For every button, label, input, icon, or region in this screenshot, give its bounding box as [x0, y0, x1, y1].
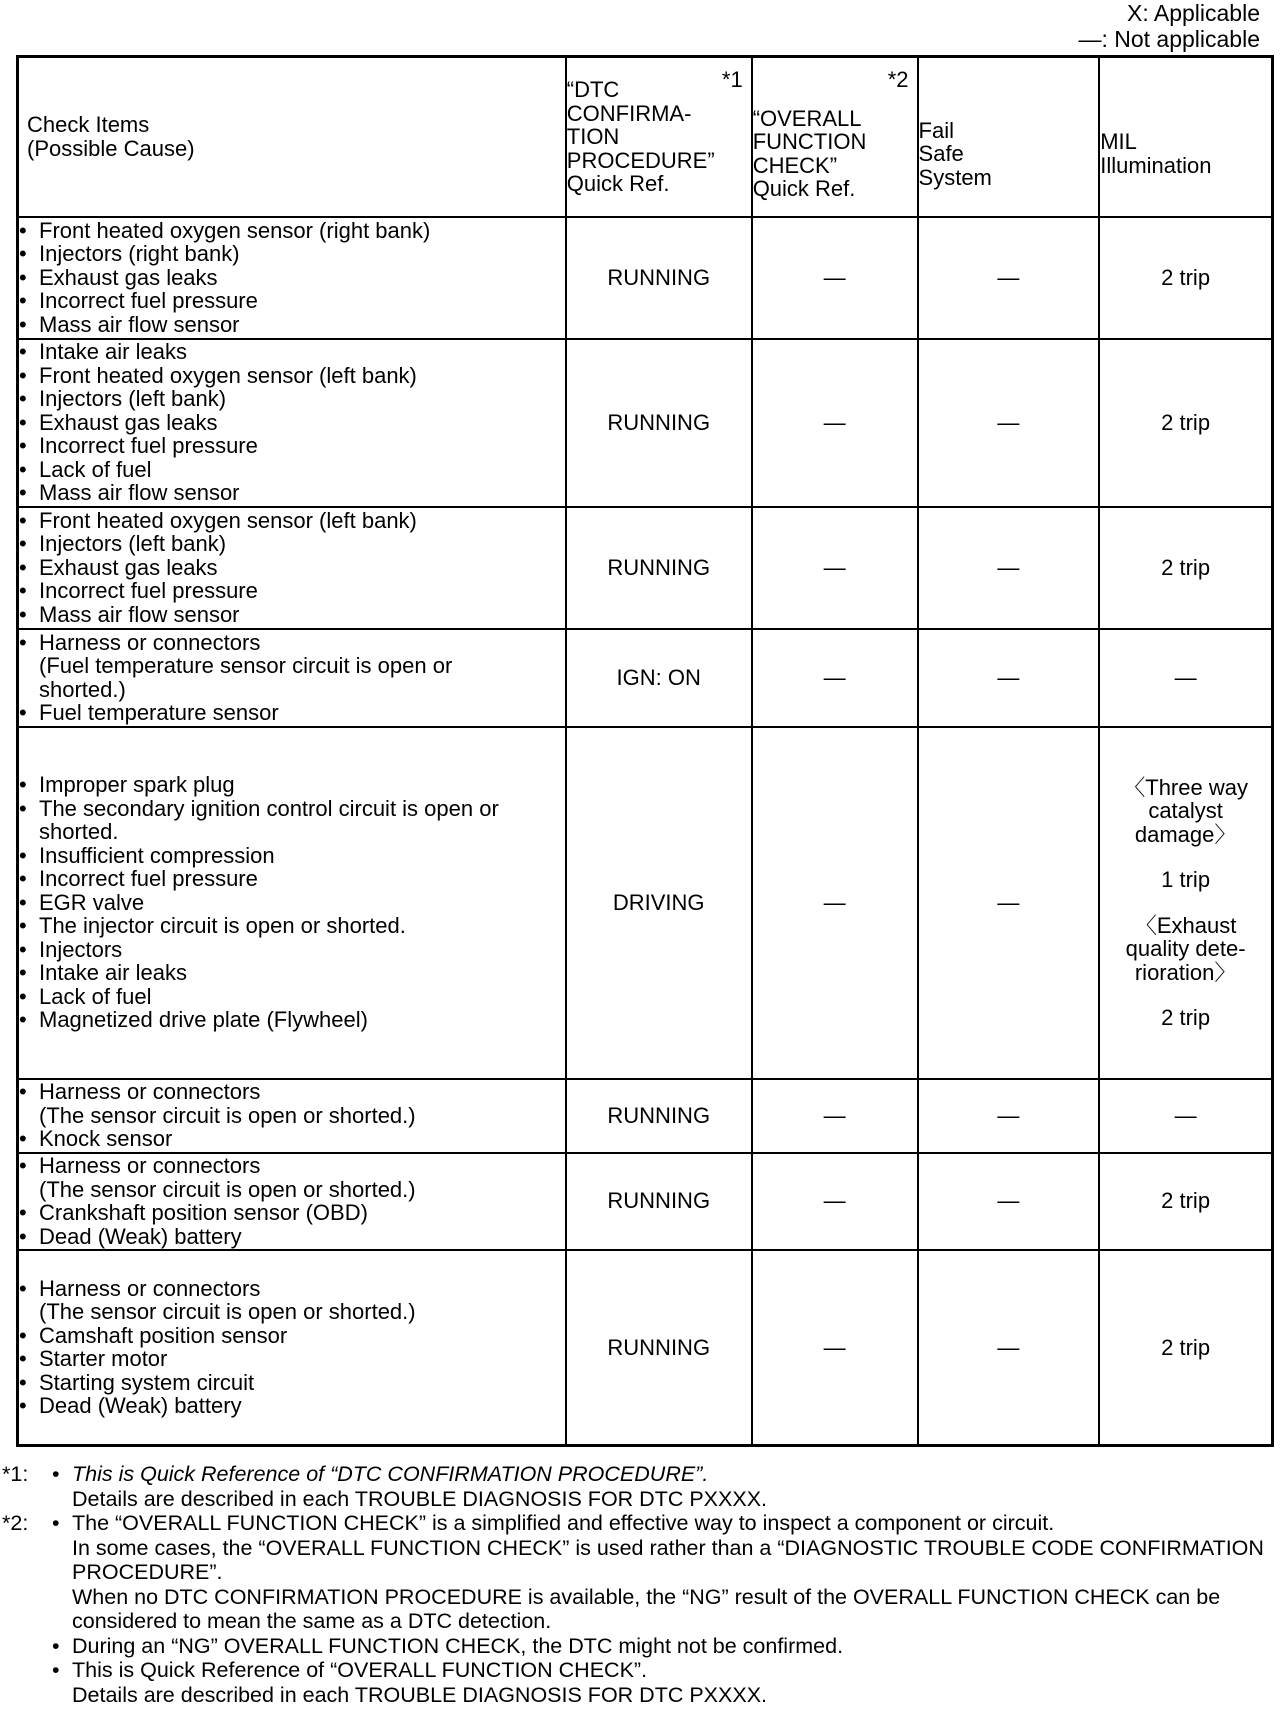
list-item: • The secondary ignition control circuit is open or shorted. — [19, 797, 565, 844]
list-item: • Knock sensor — [19, 1127, 565, 1151]
list-item: • Front heated oxygen sensor (left bank) — [19, 509, 565, 533]
dtc-procedure-cell: RUNNING — [566, 339, 752, 507]
header-mil-illumination: MIL Illumination — [1099, 57, 1272, 217]
list-item: • Front heated oxygen sensor (left bank) — [19, 364, 565, 388]
list-item: • Improper spark plug — [19, 773, 565, 797]
list-item: • Magnetized drive plate (Flywheel) — [19, 1008, 565, 1032]
dtc-procedure-cell: IGN: ON — [566, 629, 752, 727]
check-items-cell — [18, 217, 566, 339]
list-item: • Harness or connectors (The sensor circuit is open or shorted.) — [19, 1154, 565, 1201]
list-item: • Dead (Weak) battery — [19, 1394, 565, 1418]
check-items-cell — [18, 727, 566, 1079]
overall-check-cell: — — [752, 507, 918, 629]
list-item: • Lack of fuel — [19, 458, 565, 482]
footnote-2-line: When no DTC CONFIRMATION PROCEDURE is available, the “NG” result of the OVERALL FUNCTION CHECK can be considered to mean the same as a DTC detection. — [72, 1584, 1221, 1633]
overall-check-cell: — — [752, 217, 918, 339]
fail-safe-cell: — — [918, 727, 1100, 1079]
check-items-cell — [18, 1250, 566, 1446]
table-row — [18, 1153, 1273, 1250]
footnote-1-line: This is Quick Reference of “DTC CONFIRMATION PROCEDURE”. — [72, 1462, 709, 1486]
mil-cell: 2 trip — [1099, 507, 1272, 629]
overall-check-cell: — — [752, 629, 918, 727]
mil-cell: — — [1099, 1079, 1272, 1153]
mil-cell: — — [1099, 629, 1272, 727]
fail-safe-cell: — — [918, 1153, 1100, 1250]
mil-cell: 〈Three way catalyst damage〉 1 trip 〈Exhaust quality dete- rioration〉 2 trip — [1099, 727, 1272, 1079]
list-item: • Injectors (right bank) — [19, 242, 565, 266]
header-dtc-confirmation: *1 “DTC CONFIRMA- TION PROCEDURE” Quick Ref. — [566, 57, 752, 217]
list-item: • Fuel temperature sensor — [19, 701, 565, 725]
footnotes — [2, 1462, 1278, 1707]
footnote-2-mark: *2: — [2, 1511, 29, 1535]
mil-cell: 2 trip — [1099, 339, 1272, 507]
fail-safe-cell: — — [918, 1250, 1100, 1446]
check-items-cell — [18, 1079, 566, 1153]
footnote-2-line: • This is Quick Reference of “OVERALL FUNCTION CHECK”. — [50, 1658, 1278, 1683]
dtc-procedure-cell: RUNNING — [566, 1153, 752, 1250]
mil-cell: 2 trip — [1099, 1153, 1272, 1250]
fail-safe-cell: — — [918, 339, 1100, 507]
fail-safe-cell: — — [918, 1079, 1100, 1153]
header-fail-safe-system: Fail Safe System — [918, 57, 1100, 217]
check-items-cell — [18, 507, 566, 629]
list-item: • Dead (Weak) battery — [19, 1225, 565, 1249]
footnote-1-line: Details are described in each TROUBLE DIAGNOSIS FOR DTC PXXXX. — [72, 1486, 768, 1511]
list-item: • Intake air leaks — [19, 340, 565, 364]
dtc-procedure-cell: DRIVING — [566, 727, 752, 1079]
footnote-2-line: • The “OVERALL FUNCTION CHECK” is a simplified and effective way to inspect a component or circuit. — [50, 1511, 1278, 1536]
footnote-2-line: In some cases, the “OVERALL FUNCTION CHECK” is used rather than a “DIAGNOSTIC TROUBLE CODE CONFIRMATION PROCEDURE”. — [72, 1535, 1264, 1584]
list-item: • Insufficient compression — [19, 844, 565, 868]
dtc-procedure-cell: RUNNING — [566, 1079, 752, 1153]
list-item: • Incorrect fuel pressure — [19, 434, 565, 458]
fail-safe-cell: — — [918, 629, 1100, 727]
list-item: • Front heated oxygen sensor (right bank) — [19, 219, 565, 243]
dtc-procedure-cell: RUNNING — [566, 1250, 752, 1446]
table-row — [18, 507, 1273, 629]
footnote-1-mark: *1: — [2, 1462, 29, 1486]
mil-cell: 2 trip — [1099, 217, 1272, 339]
header-overall-function-check: *2 “OVERALL FUNCTION CHECK” Quick Ref. — [752, 57, 918, 217]
list-item: • Starting system circuit — [19, 1371, 565, 1395]
list-item: • Starter motor — [19, 1347, 565, 1371]
check-items-cell — [18, 629, 566, 727]
list-item: • EGR valve — [19, 891, 565, 915]
table-row — [18, 1079, 1273, 1153]
legend-not-applicable: —: Not applicable — [1078, 26, 1260, 52]
table-row — [18, 1250, 1273, 1446]
table-row — [18, 339, 1273, 507]
list-item: • Camshaft position sensor — [19, 1324, 565, 1348]
legend-applicable: X: Applicable — [1127, 0, 1260, 26]
dtc-procedure-cell: RUNNING — [566, 217, 752, 339]
list-item: • Mass air flow sensor — [19, 481, 565, 505]
footnote-2 — [2, 1511, 1278, 1707]
footnote-1 — [2, 1462, 1278, 1511]
list-item: • Incorrect fuel pressure — [19, 867, 565, 891]
list-item: • Injectors (left bank) — [19, 387, 565, 411]
overall-check-cell: — — [752, 1153, 918, 1250]
overall-check-cell: — — [752, 1079, 918, 1153]
fail-safe-cell: — — [918, 507, 1100, 629]
header-check-items: Check Items (Possible Cause) — [18, 57, 566, 217]
fail-safe-cell: — — [918, 217, 1100, 339]
list-item: • Mass air flow sensor — [19, 313, 565, 337]
list-item: • Intake air leaks — [19, 961, 565, 985]
overall-check-cell: — — [752, 727, 918, 1079]
list-item: • Incorrect fuel pressure — [19, 579, 565, 603]
table-row — [18, 629, 1273, 727]
dtc-check-table — [16, 55, 1274, 1447]
overall-check-cell: — — [752, 339, 918, 507]
list-item: • Lack of fuel — [19, 985, 565, 1009]
mil-cell: 2 trip — [1099, 1250, 1272, 1446]
list-item: • Exhaust gas leaks — [19, 556, 565, 580]
list-item: • Incorrect fuel pressure — [19, 289, 565, 313]
list-item: • Harness or connectors (Fuel temperature sensor circuit is open or shorted.) — [19, 631, 565, 702]
dtc-procedure-cell: RUNNING — [566, 507, 752, 629]
check-items-cell — [18, 1153, 566, 1250]
footnote-2-line: Details are described in each TROUBLE DIAGNOSIS FOR DTC PXXXX. — [72, 1682, 768, 1707]
list-item: • Crankshaft position sensor (OBD) — [19, 1201, 565, 1225]
footnote-mark-2: *2 — [887, 67, 909, 92]
legend — [1078, 0, 1260, 52]
list-item: • Harness or connectors (The sensor circuit is open or shorted.) — [19, 1080, 565, 1127]
table-row — [18, 727, 1273, 1079]
list-item: • Injectors (left bank) — [19, 532, 565, 556]
list-item: • Exhaust gas leaks — [19, 411, 565, 435]
footnote-2-line: • During an “NG” OVERALL FUNCTION CHECK, the DTC might not be confirmed. — [50, 1634, 1278, 1659]
list-item: • Harness or connectors (The sensor circuit is open or shorted.) — [19, 1277, 565, 1324]
table-row — [18, 217, 1273, 339]
check-items-cell — [18, 339, 566, 507]
overall-check-cell: — — [752, 1250, 918, 1446]
list-item: • Mass air flow sensor — [19, 603, 565, 627]
list-item: • Injectors — [19, 938, 565, 962]
footnote-mark-1: *1 — [721, 67, 743, 92]
list-item: • Exhaust gas leaks — [19, 266, 565, 290]
table-header-row — [18, 57, 1273, 217]
list-item: • The injector circuit is open or shorted. — [19, 914, 565, 938]
